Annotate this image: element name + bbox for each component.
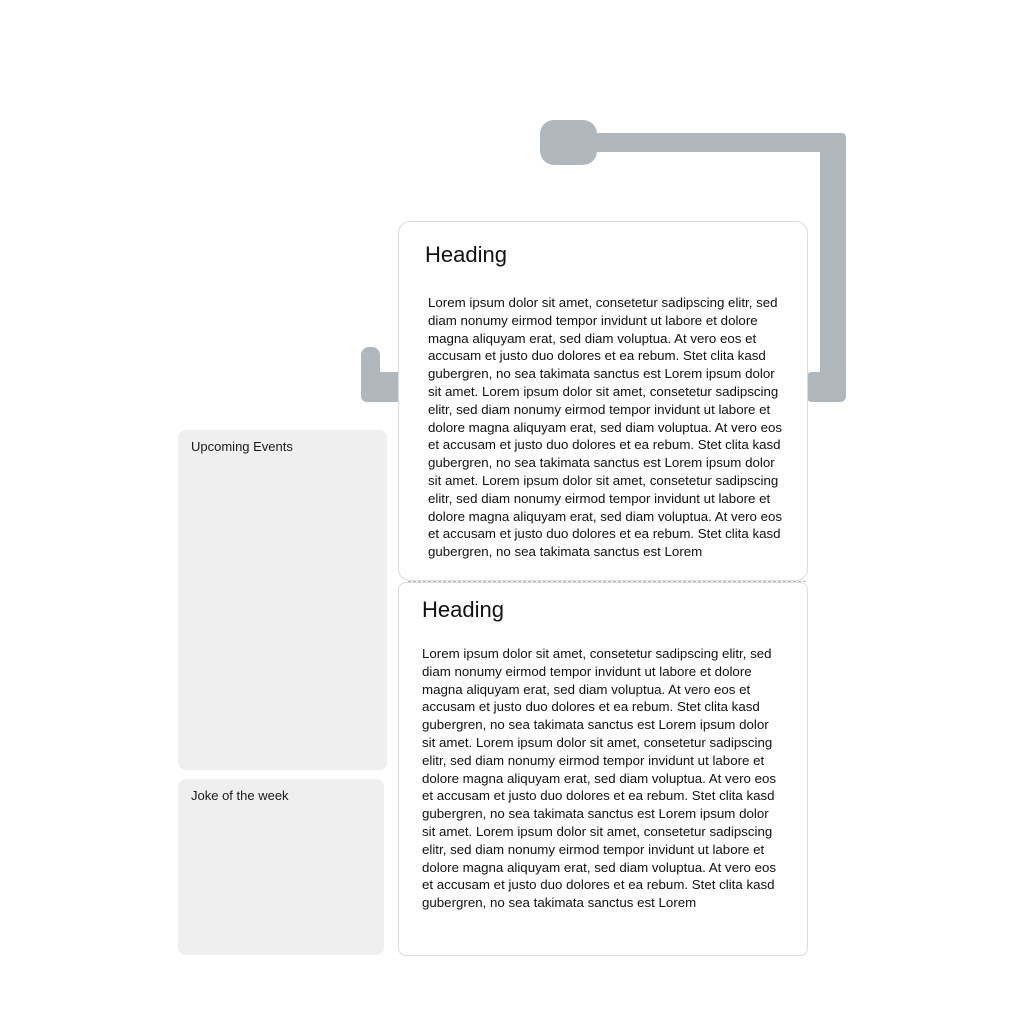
- article-body: Lorem ipsum dolor sit amet, consetetur sadipscing elitr, sed diam nonumy eirmod tempor invidunt ut labore et dolore magna aliquyam erat, sed diam voluptua. At vero eos et accusam et justo duo dolores et ea rebum. Stet clita kasd gubergren, no sea takimata sanctus est Lorem ipsum dolor sit amet. Lorem ipsum dolor sit amet, consetetur sadipscing elitr, sed diam nonumy eirmod tempor invidunt ut labore et dolore magna aliquyam erat, sed diam voluptua. At vero eos et accusam et justo duo dolores et ea rebum. Stet clita kasd gubergren, no sea takimata sanctus est Lorem ipsum dolor sit amet. Lorem ipsum dolor sit amet, consetetur sadipscing elitr, sed diam nonumy eirmod tempor invidunt ut labore et dolore magna aliquyam erat, sed diam voluptua. At vero eos et accusam et justo duo dolores et ea rebum. Stet clita kasd gubergren, no sea takimata sanctus est Lorem: [422, 646, 777, 911]
- upcoming-events-title: Upcoming Events: [191, 439, 293, 454]
- article-heading: Heading: [422, 597, 504, 622]
- connector-knob: [540, 120, 597, 165]
- connector-right-bar: [820, 133, 846, 402]
- article-heading: Heading: [425, 242, 507, 267]
- article-card: [398, 221, 808, 581]
- joke-of-the-week-title: Joke of the week: [191, 788, 289, 803]
- upcoming-events-panel: [178, 430, 387, 770]
- connector-left-stub: [361, 347, 380, 402]
- connector-top-bar: [580, 133, 846, 152]
- joke-of-the-week-panel: [178, 779, 384, 955]
- article-card: [398, 582, 808, 956]
- article-body: Lorem ipsum dolor sit amet, consetetur sadipscing elitr, sed diam nonumy eirmod tempor invidunt ut labore et dolore magna aliquyam erat, sed diam voluptua. At vero eos et accusam et justo duo dolores et ea rebum. Stet clita kasd gubergren, no sea takimata sanctus est Lorem ipsum dolor sit amet. Lorem ipsum dolor sit amet, consetetur sadipscing elitr, sed diam nonumy eirmod tempor invidunt ut labore et dolore magna aliquyam erat, sed diam voluptua. At vero eos et accusam et justo duo dolores et ea rebum. Stet clita kasd gubergren, no sea takimata sanctus est Lorem ipsum dolor sit amet. Lorem ipsum dolor sit amet, consetetur sadipscing elitr, sed diam nonumy eirmod tempor invidunt ut labore et dolore magna aliquyam erat, sed diam voluptua. At vero eos et accusam et justo duo dolores et ea rebum. Stet clita kasd gubergren, no sea takimata sanctus est Lorem: [428, 295, 783, 560]
- connector-right-foot: [806, 372, 846, 402]
